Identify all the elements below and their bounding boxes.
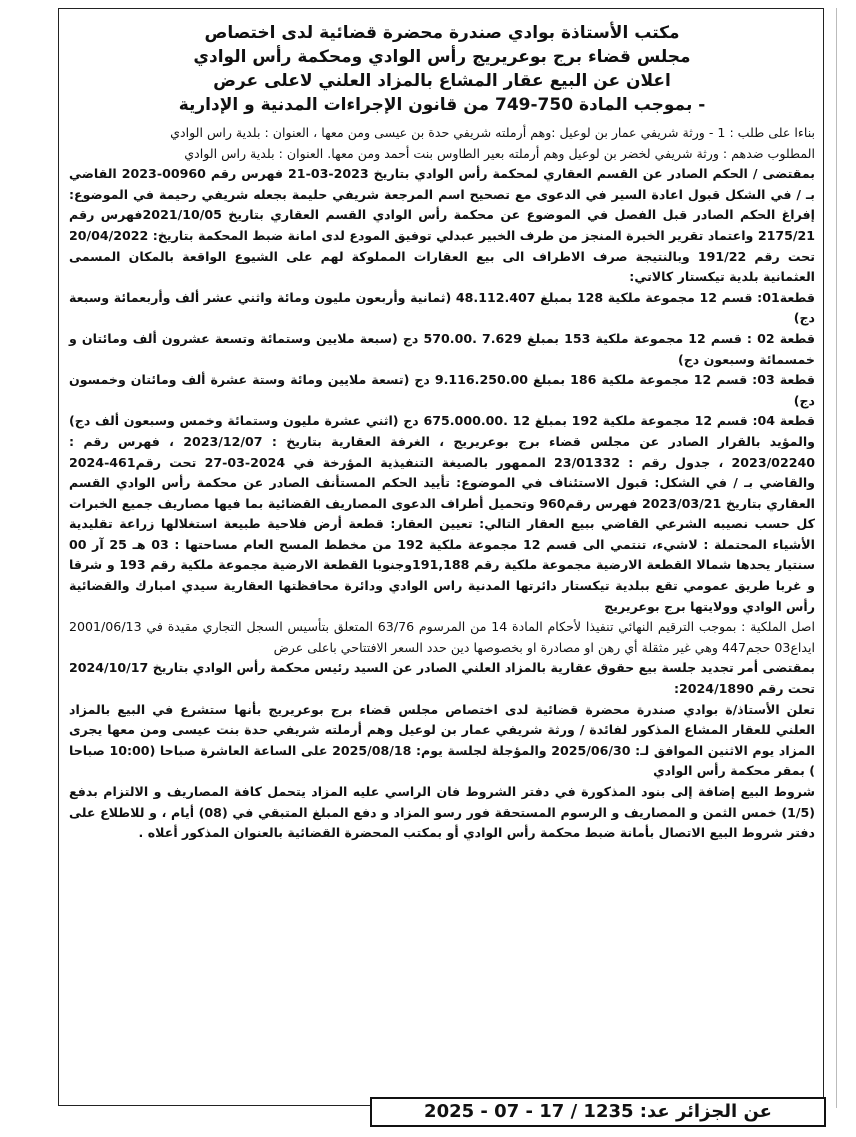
- announcement-title: اعلان عن البيع عقار المشاع بالمزاد العلني لاعلى عرض: [213, 71, 671, 91]
- announcement-document: [58, 8, 824, 1106]
- court-title: مجلس قضاء برج بوعريريج رأس الوادي ومحكمة رأس الوادي: [193, 47, 691, 67]
- lot-3: قطعة 03: قسم 12 مجموعة ملكية 186 بمبلغ 9.116.250.00 دج (تسعة ملايين ومائة وستة عشرة ألف ومائتان وخمسون دج): [69, 372, 815, 408]
- legal-basis: - بموجب المادة 750-749 من قانون الإجراءات المدنية و الإدارية: [178, 95, 706, 115]
- sale-terms: شروط البيع إضافة إلى بنود المذكورة في دفتر الشروط فان الراسي عليه المزاد يتحمل كافة المصاريف و الالتزام بدفع (1/5) خمس الثمن و المصاريف و الرسوم المستحقة فور رسو المزاد و دفع المبلغ المتبقي في (08) أيام ، و للاطلاع على دفتر شروط البيع الاتصال بأمانة ضبط محكمة رأس الوادي أو بمكتب المحضرة القضائية بالعنوان المذكور أعلاه .: [69, 784, 815, 841]
- lot-2: قطعة 02 : قسم 12 مجموعة ملكية 153 بمبلغ 7.629 .570.00 دج (سبعة ملايين وستمائة وتسعة عشرون ألف ومائتان و خمسمائة وسبعون دج): [69, 330, 815, 367]
- renewal-order: بمقتضى أمر تجديد جلسة بيع حقوق عقارية بالمزاد العلني الصادر عن السيد رئيس محكمة رأس الوادي بتاريخ 2024/10/17 تحت رقم 2024/1890:: [69, 660, 815, 697]
- office-title: مكتب الأستاذة بوادي صندرة محضرة قضائية لدى اختصاص: [204, 23, 680, 43]
- ownership-origin: اصل الملكية : بموجب الترقيم النهائي تنفيذا لأحكام المادة 14 من المرسوم 63/76 المتعلق بتأسيس السجل التجاري مقيدة في 2001/06/13 ايداع03 حجم447 وهي غير مثقلة أي رهن او مصادرة او بخصوصها دين حدد السعر الافتتاحي باعلى عرض: [69, 619, 815, 655]
- defendant-paragraph: المطلوب ضدهم : ورثة شريفي لخضر بن لوعيل وهم أرملته بعير الطاوس بنت أحمد ومن معها. العنوان : بلدية راس الوادي: [184, 145, 815, 161]
- lot-1: قطعة01: قسم 12 مجموعة ملكية 128 بمبلغ 48.112.407 (ثمانية وأربعون مليون ومائة واثني عشر ألف وأربعمائة وسبعة دج): [69, 289, 815, 326]
- sale-announcement: تعلن الأستاذ/ة بوادي صندرة محضرة قضائية لدى اختصاص مجلس قضاء برج بوعريريج بأنها ستشرع في البيع بالمزاد العلني للعقار المشاع المذكور لفائدة / ورثة شريفي عمار بن لوعيل وهم أرملته شريفي حدة بنت عيسى ومن معها يجرى المزاد يوم الاثنين الموافق لـ: 2025/06/30 والمؤجلة لجلسة يوم: 2025/08/18 على الساعة العاشرة صباحا (10:00 صباحا ) بمقر محكمة رأس الوادي: [69, 701, 815, 779]
- applicant-paragraph: بناءا على طلب : 1 - ورثة شريفي عمار بن لوعيل :وهم أرملته شريفي حدة بن عيسى ومن معها ، العنوان : بلدية راس الوادي: [170, 125, 815, 140]
- judgment-paragraph: بمقتضى / الحكم الصادر عن القسم العقاري لمحكمة رأس الوادي بتاريخ 2023-03-21 فهرس رقم 00960-2023 القاضي بـ / في الشكل قبول اعادة السير في الدعوى مع تصحيح اسم المرجعة شريفي حليمة بجعله شريفي رحيمة في الموضوع: إفراغ الحكم الصادر قبل الفصل في الموضوع عن محكمة رأس الوادي القسم العقاري بتاريخ 2021/10/05فهرس رقم 2175/21 واعتماد تقرير الخبرة المنجز من طرف الخبير عبدلي توفيق المودع لدى امانة ضبط المحكمة بتاريخ: 20/04/2022 تحت رقم 191/22 وبالنتيجة صرف الاطراف الى بيع العقارات المملوكة لهم على الشيوع الواقعة بالمكان المسمى العثمانية بلدية تيكستار كالاتي:: [69, 166, 815, 285]
- publication-reference: عن الجزائر عد: 1235 / 17 - 07 - 2025: [370, 1097, 826, 1127]
- lot-4: قطعة 04: قسم 12 مجموعة ملكية 192 بمبلغ 12 .675.000.00 دج (اثني عشرة مليون وستمائة وخمس وسبعون ألف دج) والمؤيد بالقرار الصادر عن مجلس قضاء برج بوعريريج ، الغرفة العقارية بتاريخ : 2023/12/07 ، فهرس رقم : 2023/02240 ، جدول رقم : 23/01332 الممهور بالصيغة التنفيذية المؤرخة في 2024-03-27 تحت رقم461-2024 والقاضي بـ / في الشكل: قبول الاستئناف في الموضوع: تأييد الحكم المستأنف الصادر عن محكمة رأس الوادي القسم العقاري بتاريخ 2023/03/21 فهرس رقم960 وتحميل أطراف الدعوى المصاريف القضائية بما فيها مصاريف جميع الخبرات كل حسب نصيبه الشرعي القاضي ببيع العقار التالي: تعيين العقار: قطعة أرض فلاحية طبيعة استغلالها زراعة تقليدية الأشياء المحتملة : لاشيء، تنتمي الى قسم 12 مجموعة ملكية 192 من مخطط المسح العام مساحتها : 03 هـ 25 آر 00 سنتيار يحدها شمالا القطعة الارضية مجموعة ملكية رقم 191,188وجنوبا القطعة الارضية مجموعة ملكية رقم 193 و شرقا و غربا طريق عمومي تقع ببلدية تيكستار دائرتها المدنية راس الوادي ودائرة محافظتها العقارية سيدي امبارك والقضائية رأس الوادي وولايتها برج بوعريريج: [69, 413, 815, 614]
- page-edge-line: [836, 8, 837, 1108]
